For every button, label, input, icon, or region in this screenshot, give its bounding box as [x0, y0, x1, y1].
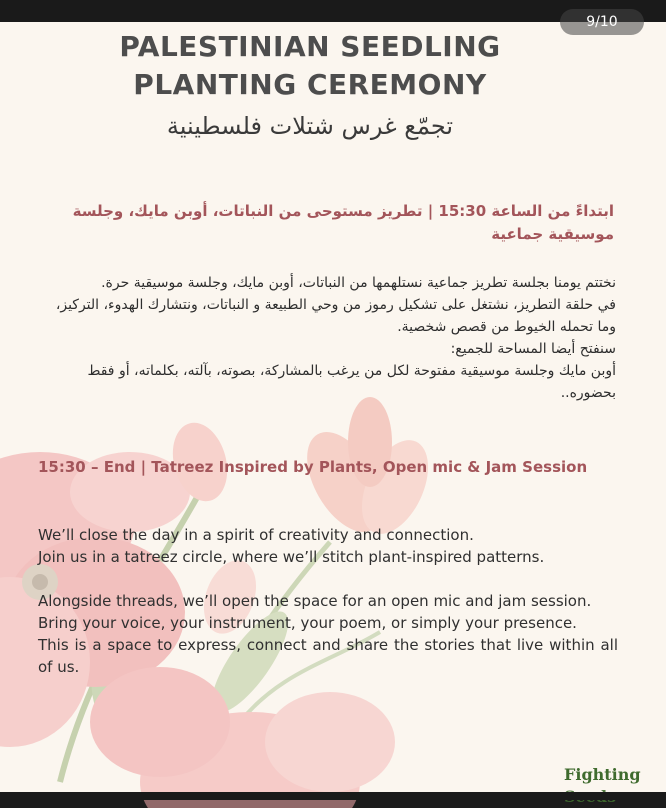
english-description	[38, 524, 618, 678]
arabic-paragraph-3: سنفتح أيضا المساحة للجميع:	[450, 341, 616, 357]
english-paragraph-1: We’ll close the day in a spirit of creativity and connection.	[38, 526, 474, 544]
bottom-bar	[0, 792, 666, 800]
english-paragraph-4: Bring your voice, your instrument, your poem, or simply your presence.	[38, 614, 577, 632]
arabic-paragraph-4: أوبن مايك وجلسة موسيقية مفتوحة لكل من يرغب بالمشاركة، بصوته، بآلته، بكلماته، أو فقط بحضوره..	[87, 363, 616, 401]
poster-title-english	[0, 28, 620, 104]
arabic-paragraph-1: نختتم يومنا بجلسة تطريز جماعية نستلهمها من النباتات، أوبن مايك، وجلسة موسيقية حرة.	[101, 275, 616, 291]
title-line-1: PALESTINIAN SEEDLING	[119, 30, 501, 63]
title-line-2: PLANTING CEREMONY	[133, 68, 487, 101]
arabic-description	[36, 272, 616, 404]
poster-title-arabic: تجمّع غرس شتلات فلسطينية	[166, 112, 454, 140]
english-paragraph-5: This is a space to express, connect and share the stories that live within all of us.	[38, 636, 618, 676]
english-session-heading: 15:30 – End | Tatreez Inspired by Plants, Open mic & Jam Session	[38, 458, 588, 476]
english-paragraph-3: Alongside threads, we’ll open the space for an open mic and jam session.	[38, 592, 592, 610]
english-paragraph-2: Join us in a tatreez circle, where we’ll stitch plant-inspired patterns.	[38, 548, 545, 566]
arabic-session-heading: ابتداءً من الساعة 15:30 | تطريز مستوحى من النباتات، أوبن مايك، وجلسة موسيقية جماعية	[72, 202, 614, 243]
fighting-seeds-logo-text	[564, 764, 641, 808]
poster-image	[0, 22, 666, 792]
footer-word-1: Fighting	[564, 765, 641, 784]
image-counter-badge: 9/10	[560, 9, 644, 35]
arabic-paragraph-2: في حلقة التطريز، نشتغل على تشكيل رموز من وحي الطبيعة و النباتات، ونتشارك الهدوء، التركيز، وما تحمله الخيوط من قصص شخصية.	[55, 297, 616, 335]
